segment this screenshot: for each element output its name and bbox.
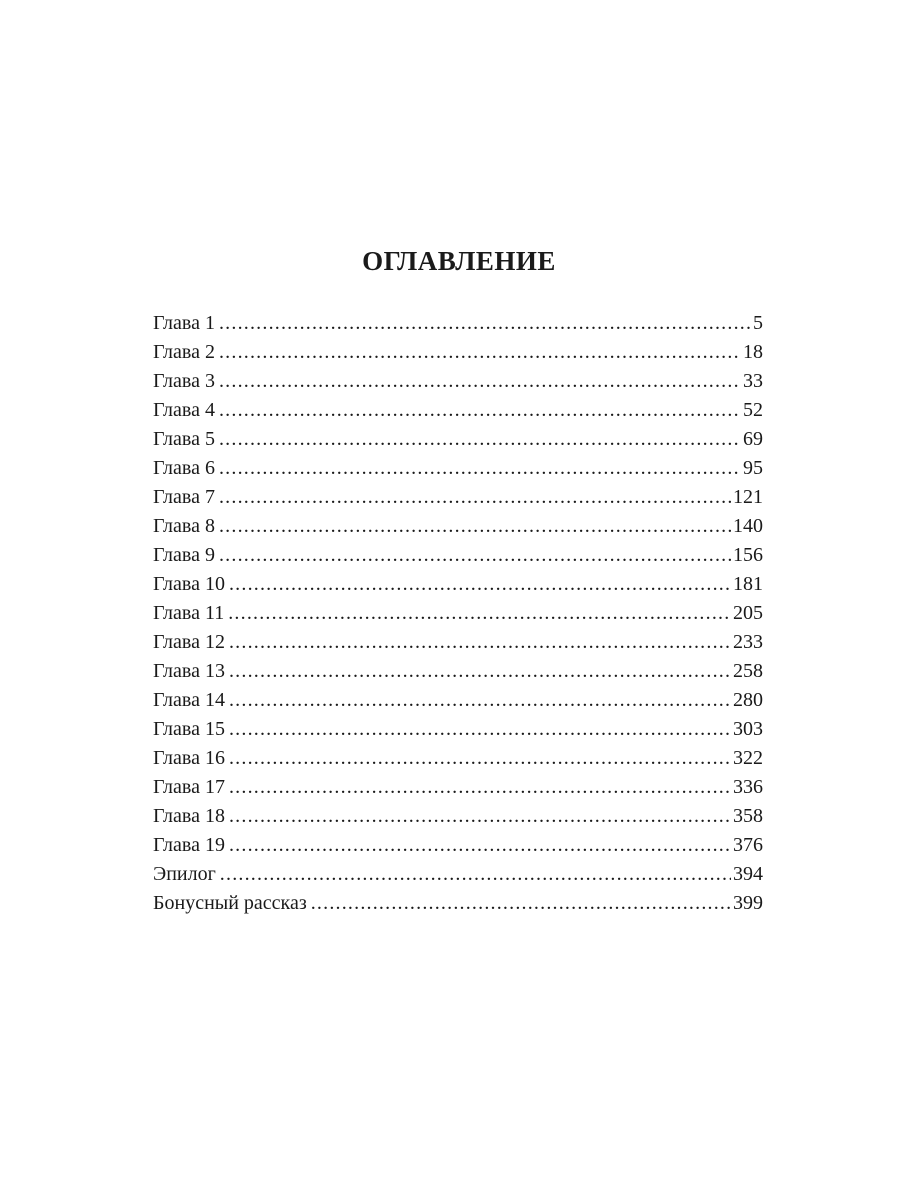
toc-entry-label: Глава 6 xyxy=(153,457,215,479)
toc-entry-page-number: 394 xyxy=(733,863,763,885)
toc-dot-leader xyxy=(229,686,731,715)
toc-entry xyxy=(153,802,763,831)
toc-entry-label: Глава 5 xyxy=(153,428,215,450)
toc-entry xyxy=(153,454,763,483)
toc-entry xyxy=(153,657,763,686)
toc-dot-leader xyxy=(229,570,731,599)
toc-dot-leader xyxy=(228,599,731,628)
toc-entry xyxy=(153,860,763,889)
toc-entry xyxy=(153,483,763,512)
toc-entry xyxy=(153,396,763,425)
toc-dot-leader xyxy=(229,831,731,860)
toc-dot-leader xyxy=(220,860,731,889)
toc-entry-label: Глава 4 xyxy=(153,399,215,421)
toc-entry-page-number: 95 xyxy=(743,457,763,479)
toc-entry-label: Глава 2 xyxy=(153,341,215,363)
toc-entry-label: Бонусный рассказ xyxy=(153,892,307,914)
toc-entry xyxy=(153,715,763,744)
table-of-contents xyxy=(153,309,763,918)
toc-entry-page-number: 69 xyxy=(743,428,763,450)
toc-dot-leader xyxy=(219,512,731,541)
toc-entry xyxy=(153,773,763,802)
toc-entry-page-number: 303 xyxy=(733,718,763,740)
toc-entry-page-number: 376 xyxy=(733,834,763,856)
toc-dot-leader xyxy=(229,715,731,744)
toc-entry-page-number: 5 xyxy=(753,312,763,334)
toc-dot-leader xyxy=(219,425,741,454)
toc-entry-page-number: 399 xyxy=(733,892,763,914)
toc-dot-leader xyxy=(229,744,731,773)
toc-entry xyxy=(153,570,763,599)
toc-dot-leader xyxy=(229,657,731,686)
toc-entry xyxy=(153,309,763,338)
toc-dot-leader xyxy=(219,367,741,396)
toc-entry xyxy=(153,628,763,657)
toc-entry xyxy=(153,338,763,367)
toc-entry xyxy=(153,744,763,773)
toc-entry-page-number: 181 xyxy=(733,573,763,595)
toc-entry-page-number: 140 xyxy=(733,515,763,537)
toc-entry-label: Глава 11 xyxy=(153,602,225,624)
toc-entry-label: Глава 19 xyxy=(153,834,225,856)
toc-entry-label: Глава 13 xyxy=(153,660,225,682)
toc-entry-page-number: 33 xyxy=(743,370,763,392)
toc-entry-page-number: 322 xyxy=(733,747,763,769)
toc-entry-label: Глава 17 xyxy=(153,776,225,798)
toc-entry-label: Глава 12 xyxy=(153,631,225,653)
toc-dot-leader xyxy=(219,396,741,425)
toc-entry-page-number: 258 xyxy=(733,660,763,682)
toc-entry xyxy=(153,831,763,860)
page-title: ОГЛАВЛЕНИЕ xyxy=(362,246,556,276)
toc-entry-page-number: 156 xyxy=(733,544,763,566)
toc-entry-page-number: 52 xyxy=(743,399,763,421)
toc-dot-leader xyxy=(219,309,751,338)
toc-entry-page-number: 336 xyxy=(733,776,763,798)
toc-entry-page-number: 233 xyxy=(733,631,763,653)
toc-entry-label: Глава 16 xyxy=(153,747,225,769)
toc-entry xyxy=(153,367,763,396)
toc-entry-page-number: 121 xyxy=(733,486,763,508)
toc-entry-page-number: 358 xyxy=(733,805,763,827)
toc-entry-label: Глава 15 xyxy=(153,718,225,740)
toc-dot-leader xyxy=(219,338,741,367)
toc-entry xyxy=(153,889,763,918)
toc-dot-leader xyxy=(311,889,731,918)
toc-entry xyxy=(153,686,763,715)
toc-entry-label: Глава 7 xyxy=(153,486,215,508)
toc-entry xyxy=(153,541,763,570)
toc-entry-label: Глава 8 xyxy=(153,515,215,537)
toc-dot-leader xyxy=(219,483,731,512)
toc-entry xyxy=(153,599,763,628)
toc-entry-label: Глава 9 xyxy=(153,544,215,566)
toc-dot-leader xyxy=(229,773,731,802)
toc-entry-page-number: 18 xyxy=(743,341,763,363)
toc-entry-page-number: 205 xyxy=(733,602,763,624)
toc-dot-leader xyxy=(219,454,741,483)
toc-entry-label: Глава 14 xyxy=(153,689,225,711)
toc-dot-leader xyxy=(219,541,731,570)
toc-entry-page-number: 280 xyxy=(733,689,763,711)
toc-dot-leader xyxy=(229,802,731,831)
toc-entry-label: Глава 10 xyxy=(153,573,225,595)
toc-entry-label: Глава 18 xyxy=(153,805,225,827)
toc-entry xyxy=(153,512,763,541)
toc-entry-label: Глава 1 xyxy=(153,312,215,334)
toc-dot-leader xyxy=(229,628,731,657)
toc-entry xyxy=(153,425,763,454)
toc-entry-label: Эпилог xyxy=(153,863,216,885)
toc-entry-label: Глава 3 xyxy=(153,370,215,392)
